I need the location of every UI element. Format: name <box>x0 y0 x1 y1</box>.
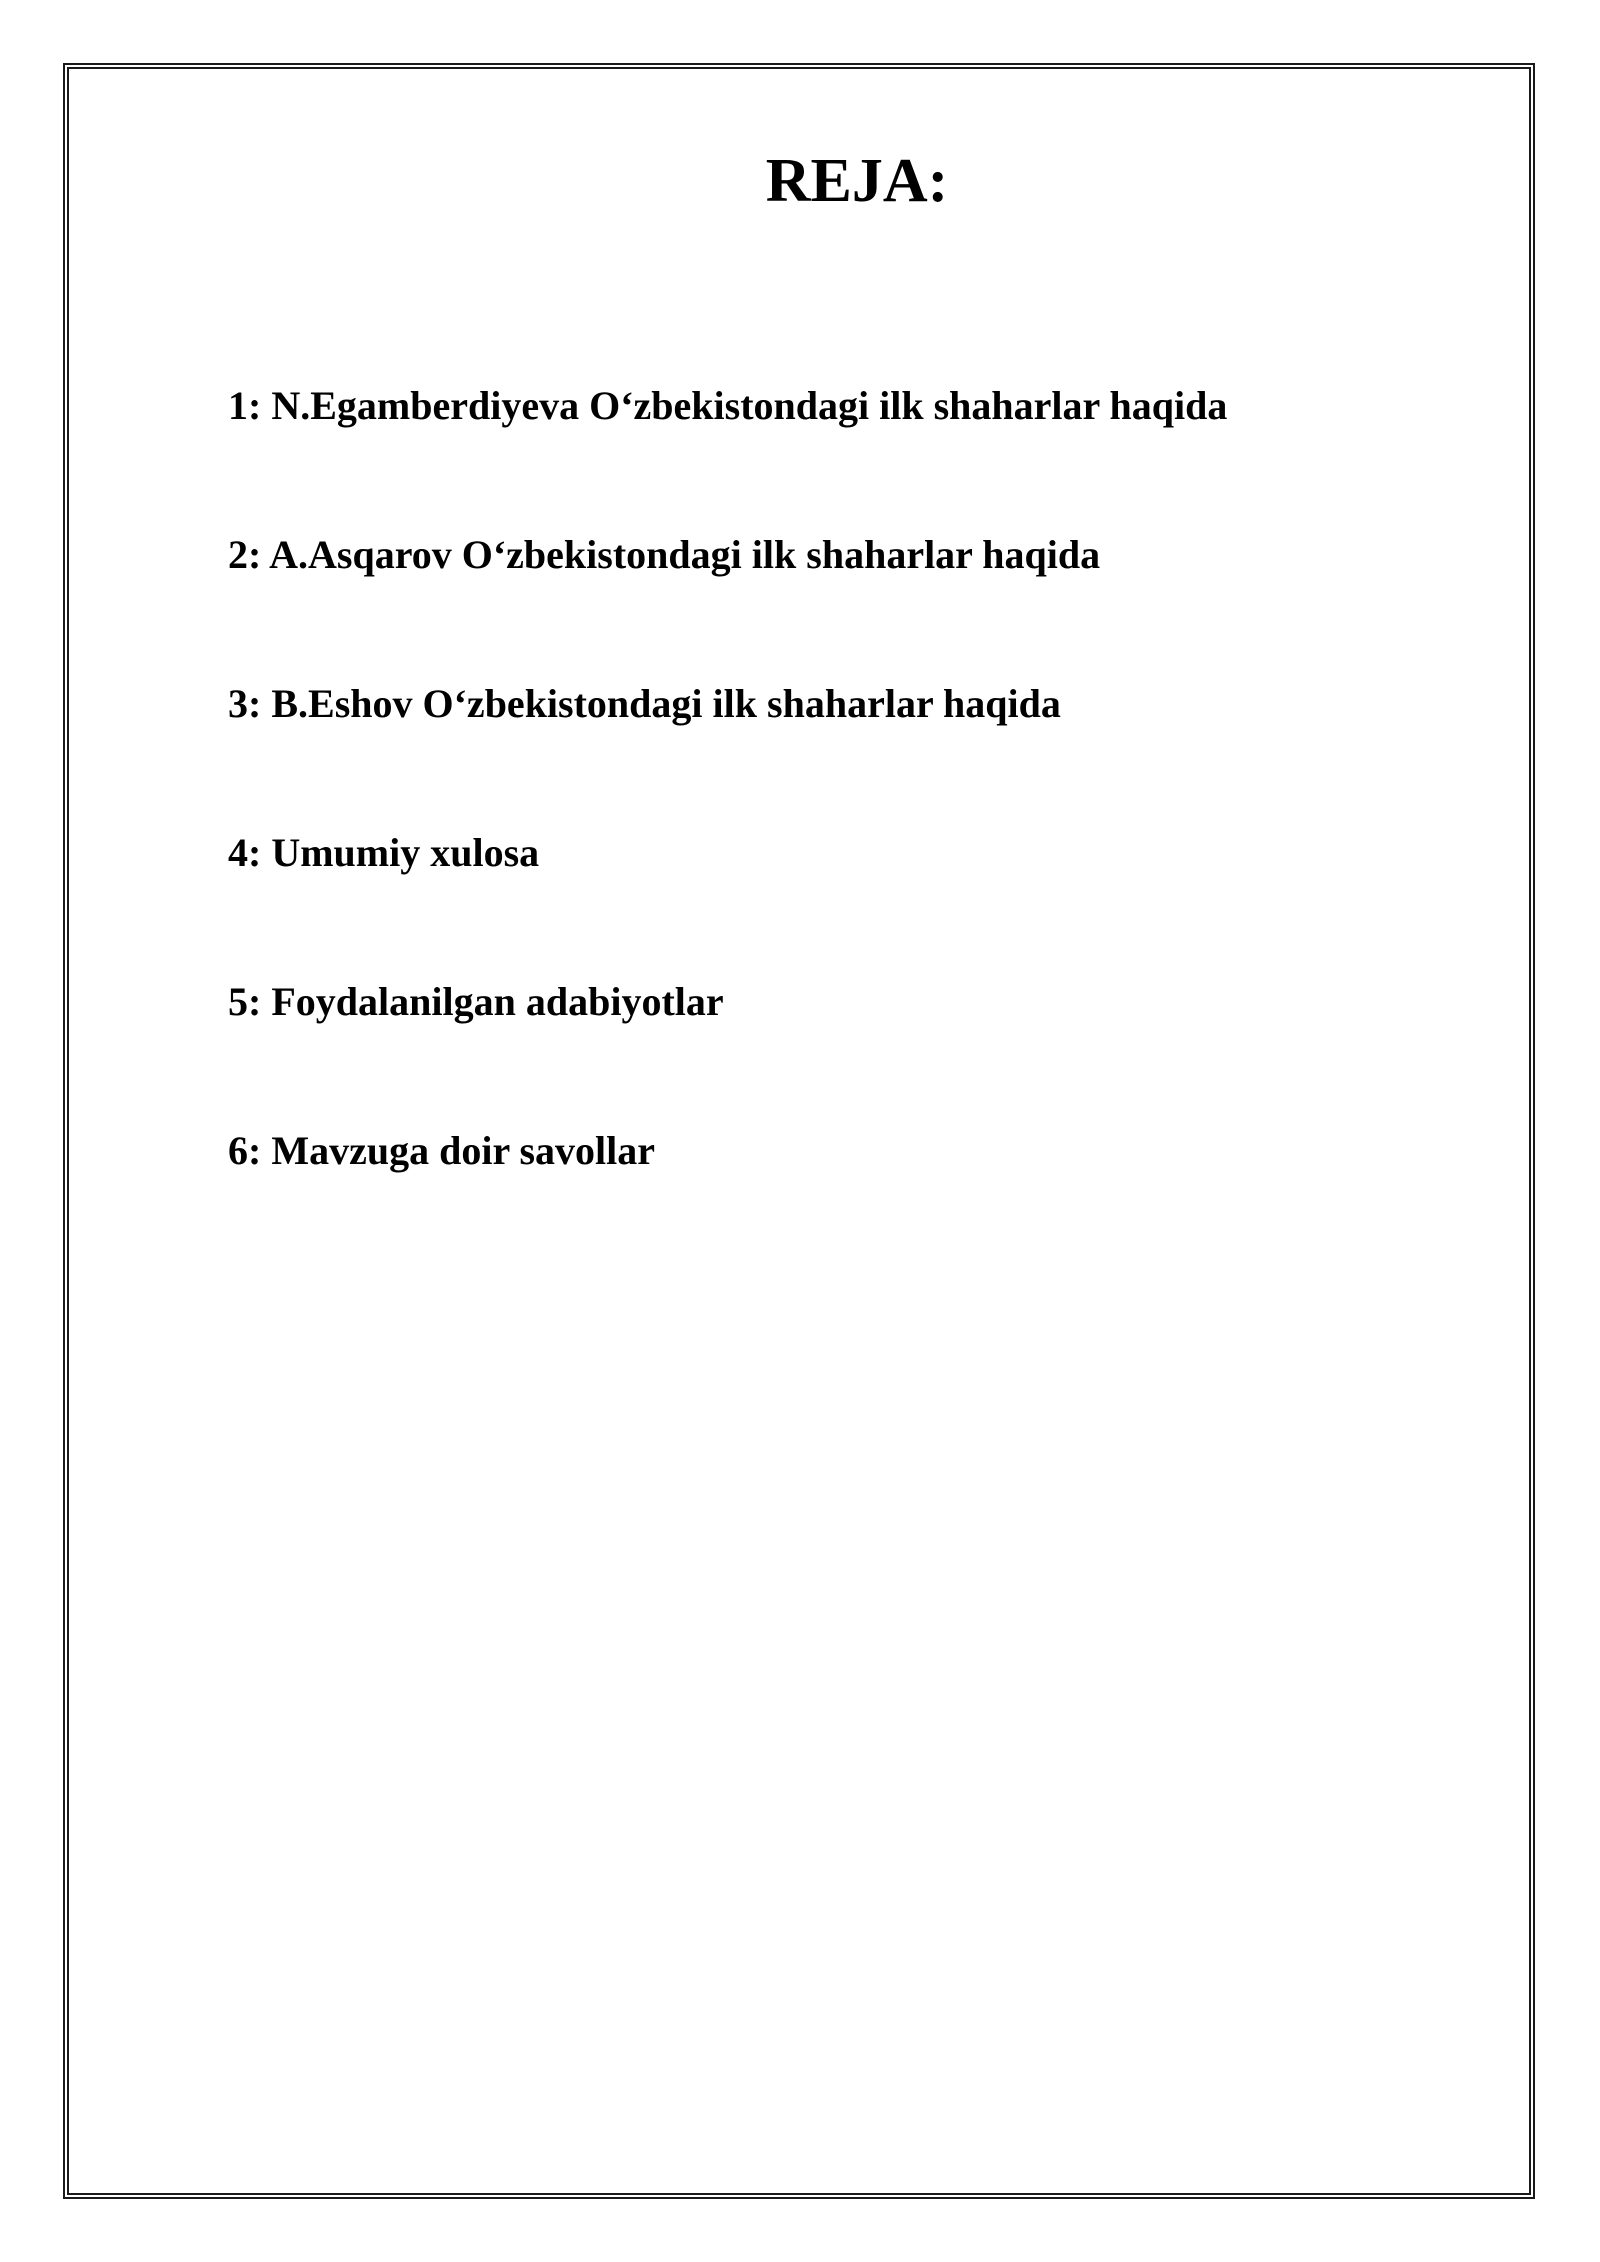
plan-item-number: 3: <box>228 681 262 726</box>
plan-item-6 <box>228 1123 1227 1272</box>
plan-item-number: 1: <box>228 383 262 428</box>
plan-item-3 <box>228 676 1227 825</box>
plan-item-2 <box>228 527 1227 676</box>
plan-item-number: 5: <box>228 979 262 1024</box>
page-title: REJA: <box>765 147 949 215</box>
plan-item-number: 4: <box>228 830 262 875</box>
plan-item-text: N.Egamberdiyeva O‘zbekistondagi ilk shaharlar haqida <box>271 383 1228 428</box>
plan-item-1 <box>228 378 1227 527</box>
plan-item-number: 2: <box>228 532 262 577</box>
plan-item-text: Foydalanilgan adabiyotlar <box>271 979 724 1024</box>
plan-item-text: Mavzuga doir savollar <box>271 1128 656 1173</box>
plan-item-text: A.Asqarov O‘zbekistondagi ilk shaharlar haqida <box>269 532 1101 577</box>
plan-item-4 <box>228 825 1227 974</box>
plan-item-5 <box>228 974 1227 1123</box>
plan-list <box>228 378 1227 1272</box>
plan-item-text: Umumiy xulosa <box>271 830 540 875</box>
plan-item-text: B.Eshov O‘zbekistondagi ilk shaharlar haqida <box>271 681 1061 726</box>
plan-item-number: 6: <box>228 1128 262 1173</box>
